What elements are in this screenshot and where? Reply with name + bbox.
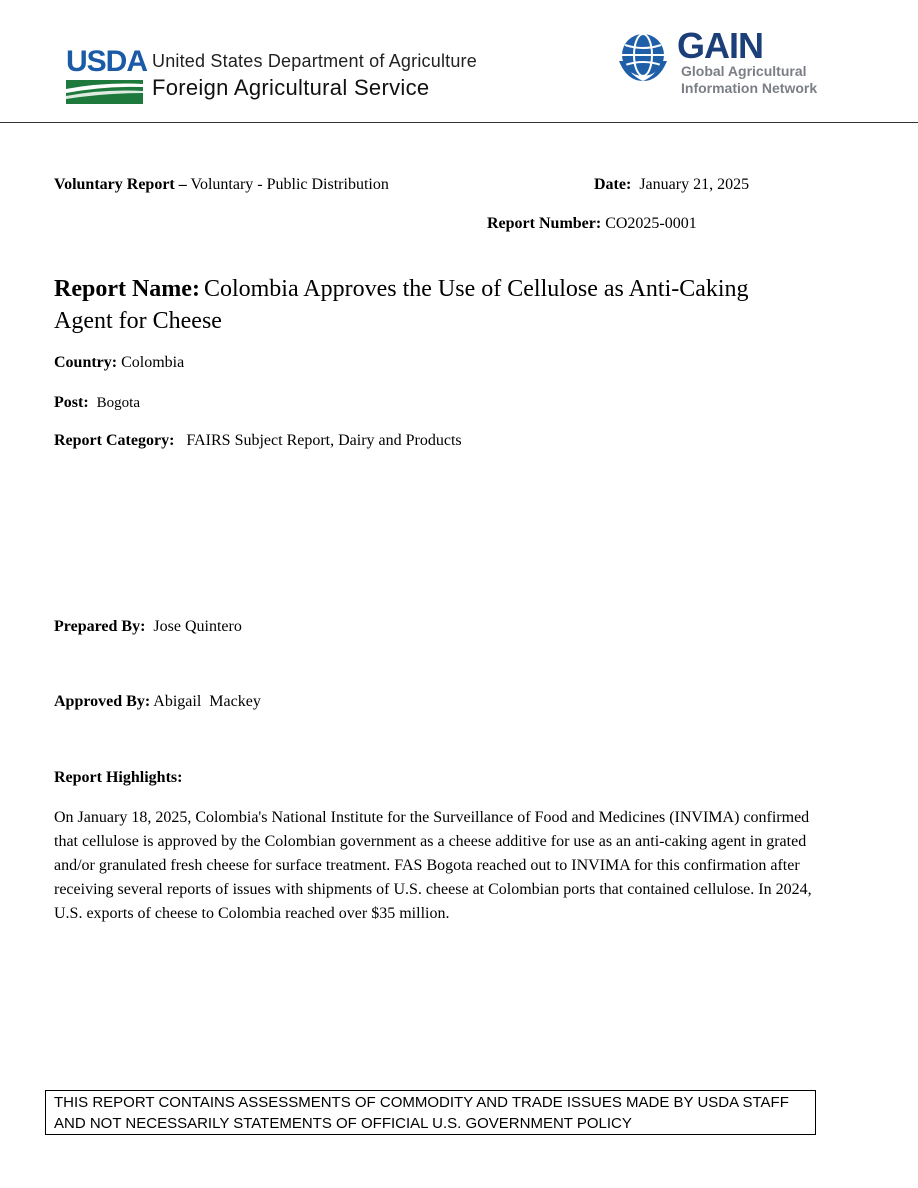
voluntary-report-line — [54, 176, 389, 194]
report-category-line — [54, 432, 462, 450]
date-label: Date: — [594, 176, 632, 193]
report-category-label: Report Category: — [54, 432, 175, 449]
report-highlights-body: On January 18, 2025, Colombia's National Institute for the Surveillance of Food and Medicines (INVIMA) confirmed that cellulose is approved by the Colombian government as a cheese additive for use as an anti-caking agent in grated and/or granulated fresh cheese for surface treatment. FAS Bogota reached out to INVIMA for this confirmation after receiving several reports of issues with shipments of U.S. cheese at Colombian ports that contained cellulose. In 2024, U.S. exports of cheese to Colombia reached over $35 million. — [54, 809, 812, 922]
voluntary-value: Voluntary - Public Distribution — [186, 176, 389, 193]
post-value: Bogota — [96, 395, 140, 411]
disclaimer-line2: AND NOT NECESSARILY STATEMENTS OF OFFICIAL U.S. GOVERNMENT POLICY — [54, 1115, 632, 1132]
approved-by-label: Approved By: — [54, 693, 151, 710]
gain-globe-icon — [617, 31, 669, 83]
report-name-label: Report Name: — [54, 276, 200, 302]
usda-logo-field-icon — [66, 80, 143, 104]
voluntary-label: Voluntary Report – — [54, 176, 187, 193]
approved-by-value: Abigail Mackey — [153, 693, 261, 710]
disclaimer-line1: THIS REPORT CONTAINS ASSESSMENTS OF COMMODITY AND TRADE ISSUES MADE BY USDA STAFF — [54, 1094, 789, 1111]
date-value: January 21, 2025 — [639, 176, 750, 193]
report-highlights-heading — [54, 769, 182, 787]
agency-service-name: Foreign Agricultural Service — [152, 75, 430, 100]
usda-logo-wordmark: USDA — [66, 45, 148, 78]
prepared-by-label: Prepared By: — [54, 618, 146, 635]
disclaimer-box — [45, 1090, 816, 1135]
country-line — [54, 354, 184, 372]
report-category-value: FAIRS Subject Report, Dairy and Products — [186, 432, 462, 449]
report-highlights-label: Report Highlights: — [54, 769, 183, 786]
gain-subtitle-line2: Information Network — [681, 80, 818, 96]
report-name-value: Colombia Approves the Use of Cellulose as Anti-Caking Agent for Cheese — [54, 276, 749, 334]
agency-name: United States Department of Agriculture — [152, 51, 477, 71]
country-label: Country: — [54, 354, 118, 371]
gain-wordmark: GAIN — [677, 25, 763, 66]
approved-by-line — [54, 693, 261, 711]
prepared-by-value: Jose Quintero — [153, 618, 242, 635]
country-value: Colombia — [121, 354, 185, 371]
gain-subtitle-line1: Global Agricultural — [681, 63, 807, 79]
header-divider — [0, 122, 918, 123]
date-line — [594, 176, 749, 194]
report-name — [54, 273, 794, 337]
report-number-line — [487, 215, 697, 233]
report-number-label: Report Number: — [487, 215, 602, 232]
post-label: Post: — [54, 394, 89, 411]
prepared-by-line — [54, 618, 242, 636]
post-line — [54, 394, 140, 412]
report-number-value: CO2025-0001 — [605, 215, 697, 232]
